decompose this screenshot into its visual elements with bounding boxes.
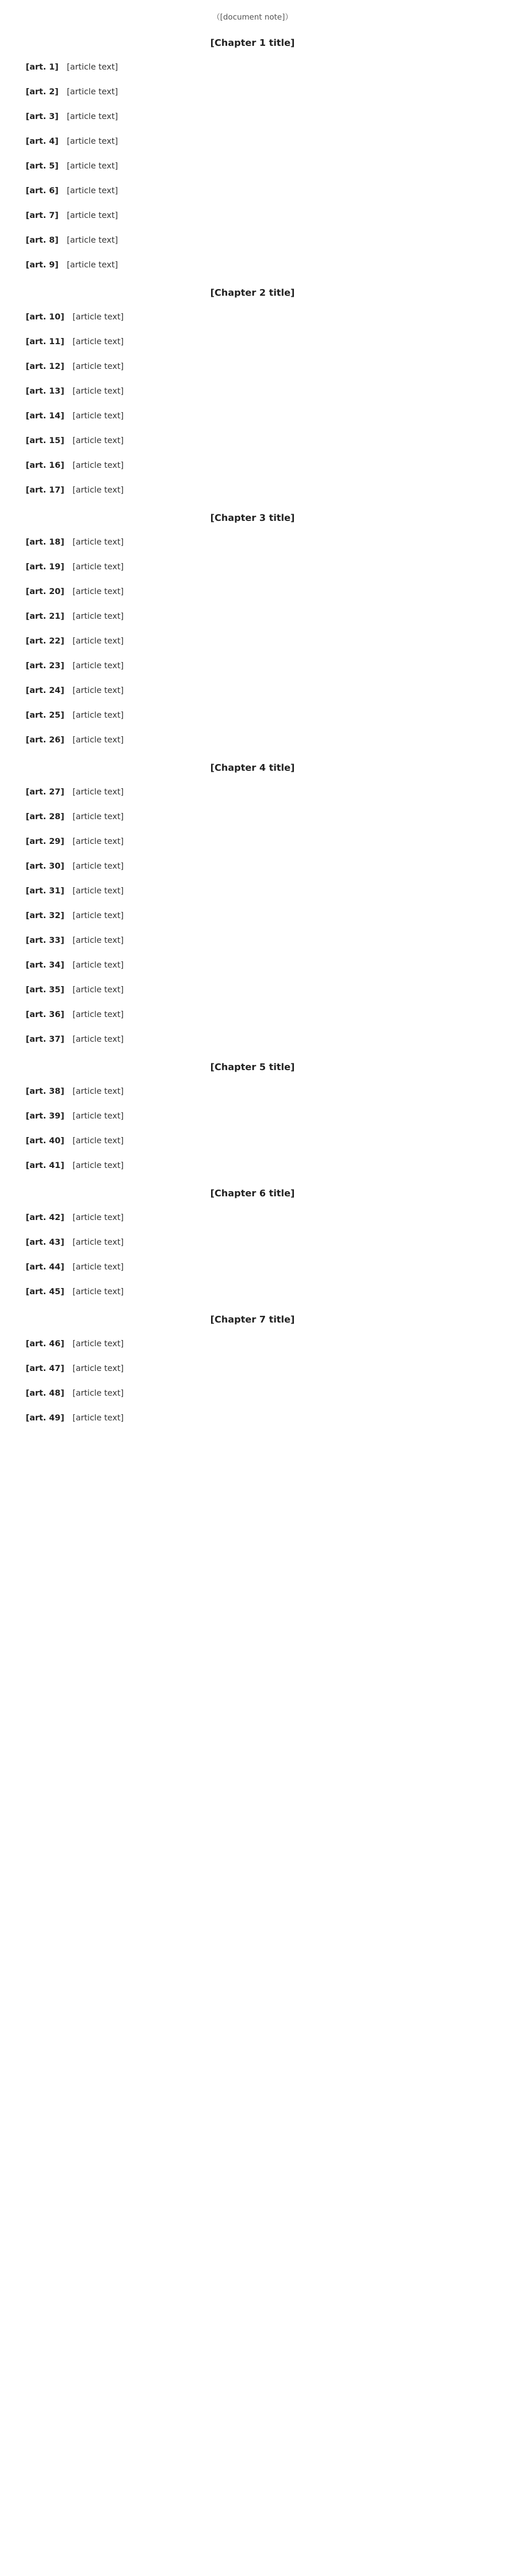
article-text: [article text] [72,562,124,571]
article-text: [article text] [66,111,118,121]
chapter-title: [Chapter 3 title] [210,513,295,523]
article-number: [art. 49] [26,1413,64,1422]
article-text: [article text] [72,1338,124,1348]
article-number: [art. 41] [26,1160,64,1170]
article-text: [article text] [72,685,124,695]
article-number: [art. 22] [26,636,64,646]
article-paragraph [9,458,496,472]
article-paragraph [9,958,496,972]
article-number: [art. 40] [26,1136,64,1145]
article-text: [article text] [72,1034,124,1044]
article-paragraph [9,609,496,623]
article-number: [art. 12] [26,361,64,371]
article-number: [art. 46] [26,1338,64,1348]
article-number: [art. 13] [26,386,64,396]
article-paragraph [9,708,496,722]
article-paragraph [9,982,496,997]
article-text: [article text] [72,1212,124,1222]
article-paragraph [9,1109,496,1123]
article-number: [art. 27] [26,787,64,796]
article-text: [article text] [72,1111,124,1121]
article-number: [art. 42] [26,1212,64,1222]
article-text: [article text] [66,62,118,72]
article-number: [art. 14] [26,411,64,420]
article-text: [article text] [66,210,118,220]
article-paragraph [9,933,496,947]
article-number: [art. 10] [26,312,64,321]
article-paragraph [9,1235,496,1249]
article-paragraph [9,233,496,247]
chapter-section [9,513,496,747]
article-text: [article text] [72,1363,124,1373]
article-paragraph [9,1084,496,1098]
article-paragraph [9,733,496,747]
chapter-title: [Chapter 5 title] [210,1062,295,1073]
article-paragraph [9,334,496,349]
chapters-container [9,38,496,1425]
article-text: [article text] [72,1388,124,1398]
article-text: [article text] [66,161,118,171]
article-paragraph [9,535,496,549]
article-text: [article text] [72,1286,124,1296]
chapter-title: [Chapter 4 title] [210,762,295,773]
article-text: [article text] [72,710,124,720]
article-paragraph [9,258,496,272]
article-paragraph [9,1158,496,1173]
article-number: [art. 28] [26,811,64,821]
article-text: [article text] [72,636,124,646]
article-paragraph [9,109,496,124]
article-paragraph [9,84,496,99]
chapter-title: [Chapter 2 title] [210,287,295,298]
article-text: [article text] [72,460,124,470]
article-number: [art. 4] [26,136,59,146]
article-number: [art. 43] [26,1237,64,1247]
chapter-section [9,762,496,1046]
article-number: [art. 44] [26,1262,64,1272]
adoption-note: （[document note]） [212,12,293,22]
article-text: [article text] [66,87,118,96]
chapter-section [9,1314,496,1425]
article-paragraph [9,310,496,324]
article-paragraph [9,1260,496,1274]
article-paragraph [9,409,496,423]
article-number: [art. 36] [26,1009,64,1019]
article-paragraph [9,785,496,799]
article-text: [article text] [72,811,124,821]
article-text: [article text] [72,1262,124,1272]
article-number: [art. 25] [26,710,64,720]
article-number: [art. 9] [26,260,59,269]
chapter-section [9,38,496,272]
article-number: [art. 30] [26,861,64,871]
article-paragraph [9,859,496,873]
article-text: [article text] [72,960,124,970]
article-paragraph [9,1336,496,1351]
chapter-section [9,1062,496,1173]
article-number: [art. 16] [26,460,64,470]
article-number: [art. 32] [26,910,64,920]
article-paragraph [9,60,496,74]
article-paragraph [9,634,496,648]
article-paragraph [9,560,496,574]
article-text: [article text] [72,1136,124,1145]
article-number: [art. 33] [26,935,64,945]
article-paragraph [9,809,496,824]
article-number: [art. 6] [26,185,59,195]
article-number: [art. 5] [26,161,59,171]
article-number: [art. 21] [26,611,64,621]
article-number: [art. 23] [26,660,64,670]
article-number: [art. 48] [26,1388,64,1398]
article-text: [article text] [72,586,124,596]
chapter-section [9,1188,496,1299]
article-number: [art. 20] [26,586,64,596]
article-number: [art. 24] [26,685,64,695]
article-text: [article text] [72,735,124,744]
article-number: [art. 8] [26,235,59,245]
article-text: [article text] [66,235,118,245]
article-paragraph [9,1133,496,1148]
article-text: [article text] [72,1237,124,1247]
article-paragraph [9,834,496,849]
article-paragraph [9,908,496,923]
article-text: [article text] [72,910,124,920]
article-paragraph [9,1411,496,1425]
article-text: [article text] [72,660,124,670]
article-paragraph [9,1210,496,1225]
article-text: [article text] [72,485,124,495]
article-number: [art. 38] [26,1086,64,1096]
article-paragraph [9,1361,496,1376]
article-paragraph [9,1032,496,1046]
article-number: [art. 29] [26,836,64,846]
article-text: [article text] [72,935,124,945]
article-paragraph [9,208,496,223]
article-text: [article text] [72,386,124,396]
article-paragraph [9,159,496,173]
article-paragraph [9,884,496,898]
article-text: [article text] [72,411,124,420]
article-paragraph [9,483,496,497]
article-number: [art. 47] [26,1363,64,1373]
article-paragraph [9,584,496,599]
article-number: [art. 37] [26,1034,64,1044]
article-text: [article text] [72,336,124,346]
article-number: [art. 19] [26,562,64,571]
article-number: [art. 35] [26,985,64,994]
chapter-title: [Chapter 1 title] [210,38,295,48]
article-paragraph [9,183,496,198]
article-number: [art. 31] [26,886,64,895]
article-text: [article text] [72,836,124,846]
article-number: [art. 39] [26,1111,64,1121]
article-text: [article text] [72,611,124,621]
article-text: [article text] [66,185,118,195]
chapter-section [9,287,496,497]
article-text: [article text] [72,985,124,994]
article-text: [article text] [72,787,124,796]
article-paragraph [9,384,496,398]
article-paragraph [9,1007,496,1022]
article-text: [article text] [72,861,124,871]
article-number: [art. 45] [26,1286,64,1296]
article-number: [art. 1] [26,62,59,72]
article-text: [article text] [66,136,118,146]
article-number: [art. 11] [26,336,64,346]
article-text: [article text] [72,886,124,895]
article-number: [art. 7] [26,210,59,220]
article-number: [art. 26] [26,735,64,744]
article-paragraph [9,1386,496,1400]
article-text: [article text] [72,1086,124,1096]
article-number: [art. 3] [26,111,59,121]
article-paragraph [9,1284,496,1299]
article-number: [art. 2] [26,87,59,96]
article-text: [article text] [72,1160,124,1170]
article-paragraph [9,658,496,673]
chapter-title: [Chapter 6 title] [210,1188,295,1199]
article-number: [art. 15] [26,435,64,445]
article-text: [article text] [72,1009,124,1019]
article-text: [article text] [66,260,118,269]
article-text: [article text] [72,1413,124,1422]
article-paragraph [9,683,496,698]
article-text: [article text] [72,361,124,371]
article-number: [art. 17] [26,485,64,495]
article-text: [article text] [72,435,124,445]
chapter-title: [Chapter 7 title] [210,1314,295,1325]
article-text: [article text] [72,537,124,547]
article-number: [art. 18] [26,537,64,547]
article-number: [art. 34] [26,960,64,970]
article-paragraph [9,134,496,148]
article-text: [article text] [72,312,124,321]
article-paragraph [9,359,496,374]
article-paragraph [9,433,496,448]
